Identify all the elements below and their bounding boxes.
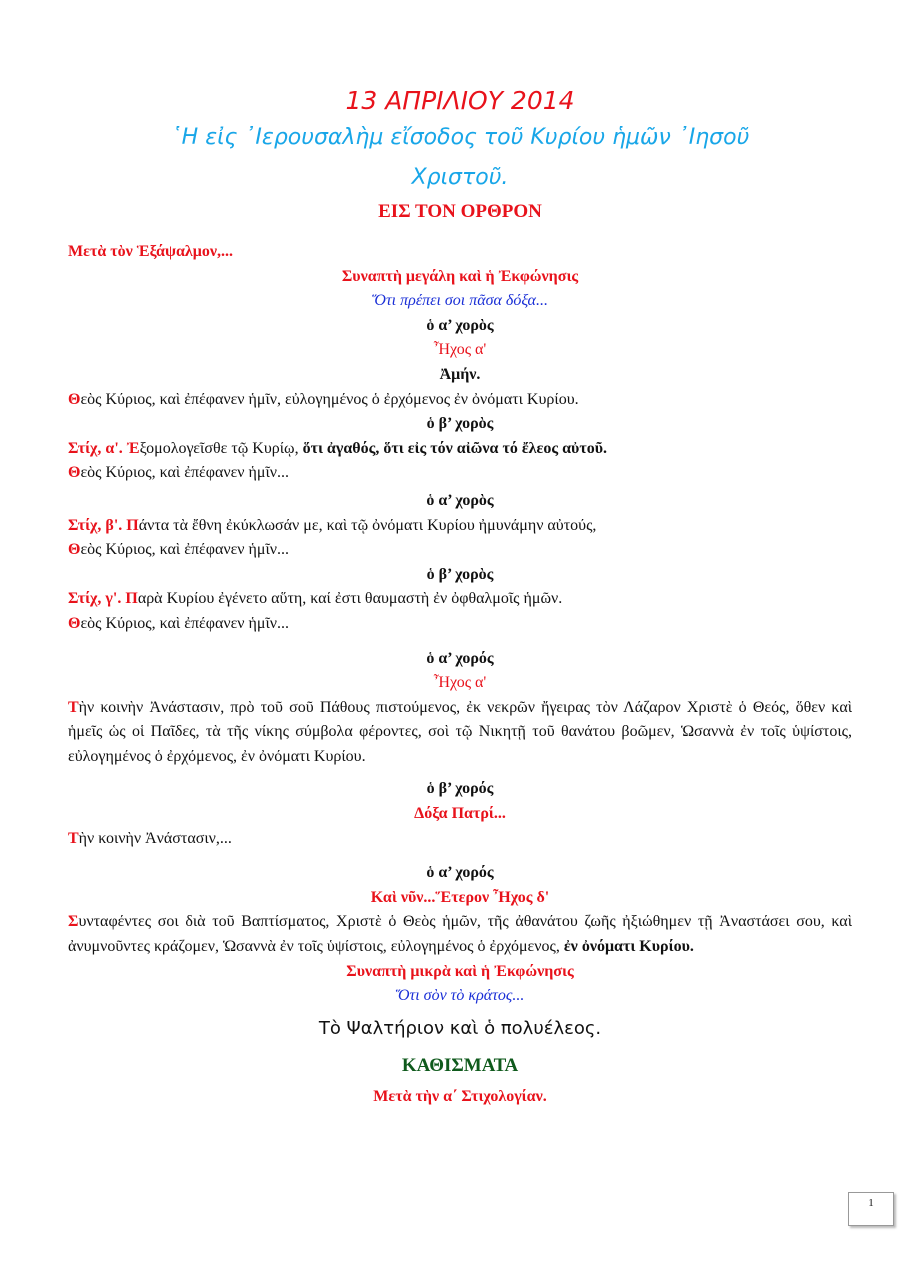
refrain-text: εὸς Κύριος, καὶ ἐπέφανεν ἡμῖν... [80, 541, 290, 559]
apolytikion-repeat [68, 827, 852, 852]
amen-line: Ἀμήν. [439, 365, 481, 383]
hymn-text-bold: ἐν ὀνόματι Κυρίου. [563, 938, 694, 956]
drop-capital: Θ [68, 464, 81, 482]
verse-1 [68, 437, 852, 462]
exclamation-glory: Ὅτι πρέπει σοι πᾶσα δόξα... [372, 292, 548, 310]
litany-small: Συναπτὴ μικρὰ καὶ ἡ Ἐκφώνησις [346, 962, 574, 980]
page-number: 1 [848, 1192, 894, 1226]
after-hexapsalm: Μετὰ τὸν Ἑξάψαλμον,... [68, 243, 233, 260]
drop-capital: Π [125, 590, 138, 608]
verse-text-bold: ὅτι ἀγαθός, ὅτι εἰς τόν αἰῶνα τό ἔλεος αὐτοῦ. [302, 439, 608, 457]
kai-nyn-heading: Καὶ νῦν...Ἕτερον Ἦχος δ' [370, 888, 550, 906]
tone-label: Ἦχος α' [433, 674, 487, 692]
verse-3 [68, 587, 852, 612]
hymn-text: ὴν κοινὴν Ἀνάστασιν,... [78, 829, 232, 847]
choir-label: ὁ α’ χορός [426, 649, 494, 667]
feast-title-line1: ῾Η εἰς ᾿Ιερουσαλὴμ εἴσοδος τοῦ Κυρίου ἡμῶν ᾿Ιησοῦ [170, 125, 750, 150]
drop-capital: Θ [68, 614, 81, 632]
second-hymn-text [68, 910, 852, 959]
drop-capital: Σ [68, 913, 79, 931]
drop-capital: Ἐ [126, 439, 140, 457]
drop-capital: Π [126, 516, 139, 534]
choir-label: ὁ α’ χορός [426, 864, 494, 882]
hymn-text: ὴν κοινὴν Ἀνάστασιν, πρὸ τοῦ σοῦ Πάθους πιστούμενος, ἐκ νεκρῶν ἤγειρας τὸν Λάζαρον Χριστὲ ὁ Θεός, ὅθεν καὶ ἡμεῖς ὡς οἱ Παῖδες, τὰ τῆς νίκης σύμβολα φέροντες, σοὶ τῷ Νικητῇ τοῦ θανάτου βοῶμεν, Ὡσαννὰ ἐν τοῖς ὑψίστοις, εὐλογημένος ὁ ἐρχόμενος, ἐν ὀνόματι Κυρίου. [68, 698, 852, 765]
theos-kyrios-full [68, 388, 852, 413]
choir-label: ὁ α’ χορὸς [426, 491, 494, 509]
choir-label: ὁ β’ χορός [426, 780, 494, 798]
verse-text: εὸς Κύριος, καὶ ἐπέφανεν ἡμῖν, εὐλογημένος ὁ ἐρχόμενος ἐν ὀνόματι Κυρίου. [80, 390, 579, 408]
doxa-label: Δόξα Πατρί... [414, 805, 506, 823]
psalter-heading: Τὸ Ψαλτήριον καὶ ὁ πολυέλεος. [318, 1017, 602, 1039]
verse-text: αρὰ Κυρίου ἐγένετο αὕτη, καί ἐστι θαυμαστὴ ἐν ὀφθαλμοῖς ἡμῶν. [137, 590, 563, 608]
refrain [68, 612, 852, 637]
refrain-text: εὸς Κύριος, καὶ ἐπέφανεν ἡμῖν... [80, 614, 290, 632]
verse-text: ξομολογεῖσθε τῷ Κυρίῳ, [139, 439, 303, 457]
tone-label: Ἦχος α' [433, 341, 487, 359]
drop-capital: Τ [68, 698, 79, 716]
verse-label: Στίχ, β'. [68, 516, 127, 534]
verse-label: Στίχ, α'. [68, 439, 127, 457]
exclamation-kratos: Ὅτι σὸν τὸ κράτος... [395, 987, 525, 1005]
refrain [68, 538, 852, 563]
litany-great: Συναπτὴ μεγάλη καὶ ἡ Ἐκφώνησις [341, 267, 579, 285]
choir-label: ὁ β’ χορὸς [426, 565, 494, 583]
date-title: 13 ΑΠΡΙΛΙΟΥ 2014 [345, 86, 575, 115]
drop-capital: Θ [68, 541, 81, 559]
choir-label: ὁ α’ χορὸς [426, 316, 494, 334]
document-page [68, 84, 852, 1109]
refrain [68, 461, 852, 486]
choir-label: ὁ β’ χορὸς [426, 415, 494, 433]
feast-title-line2: Χριστοῦ. [411, 165, 509, 190]
verse-text: άντα τὰ ἔθνη ἐκύκλωσάν με, καὶ τῷ ὀνόματι Κυρίου ἠμυνάμην αὐτούς, [138, 516, 597, 534]
drop-capital: Τ [68, 829, 79, 847]
apolytikion-text [68, 696, 852, 770]
section-heading: ΕΙΣ ΤΟΝ ΟΡΘΡΟΝ [378, 201, 542, 222]
kathismata-heading: ΚΑΘΙΣΜΑΤΑ [401, 1054, 519, 1076]
drop-capital: Θ [68, 390, 81, 408]
after-stichology: Μετὰ τὴν α΄ Στιχολογίαν. [373, 1087, 547, 1105]
refrain-text: εὸς Κύριος, καὶ ἐπέφανεν ἡμῖν... [80, 464, 290, 482]
verse-2 [68, 514, 852, 539]
verse-label: Στίχ, γ'. [68, 590, 126, 608]
hymn-text: υνταφέντες σοι διὰ τοῦ Βαπτίσματος, Χριστὲ ὁ Θεὸς ἡμῶν, τῆς ἀθανάτου ζωῆς ἠξιώθημεν τῇ Ἀναστάσει σου, καὶ ἀνυμνοῦντες κράζομεν, Ὡσαννὰ ἐν τοῖς ὑψίστοις, εὐλογημένος ὁ ἐρχόμενος, [68, 913, 852, 956]
